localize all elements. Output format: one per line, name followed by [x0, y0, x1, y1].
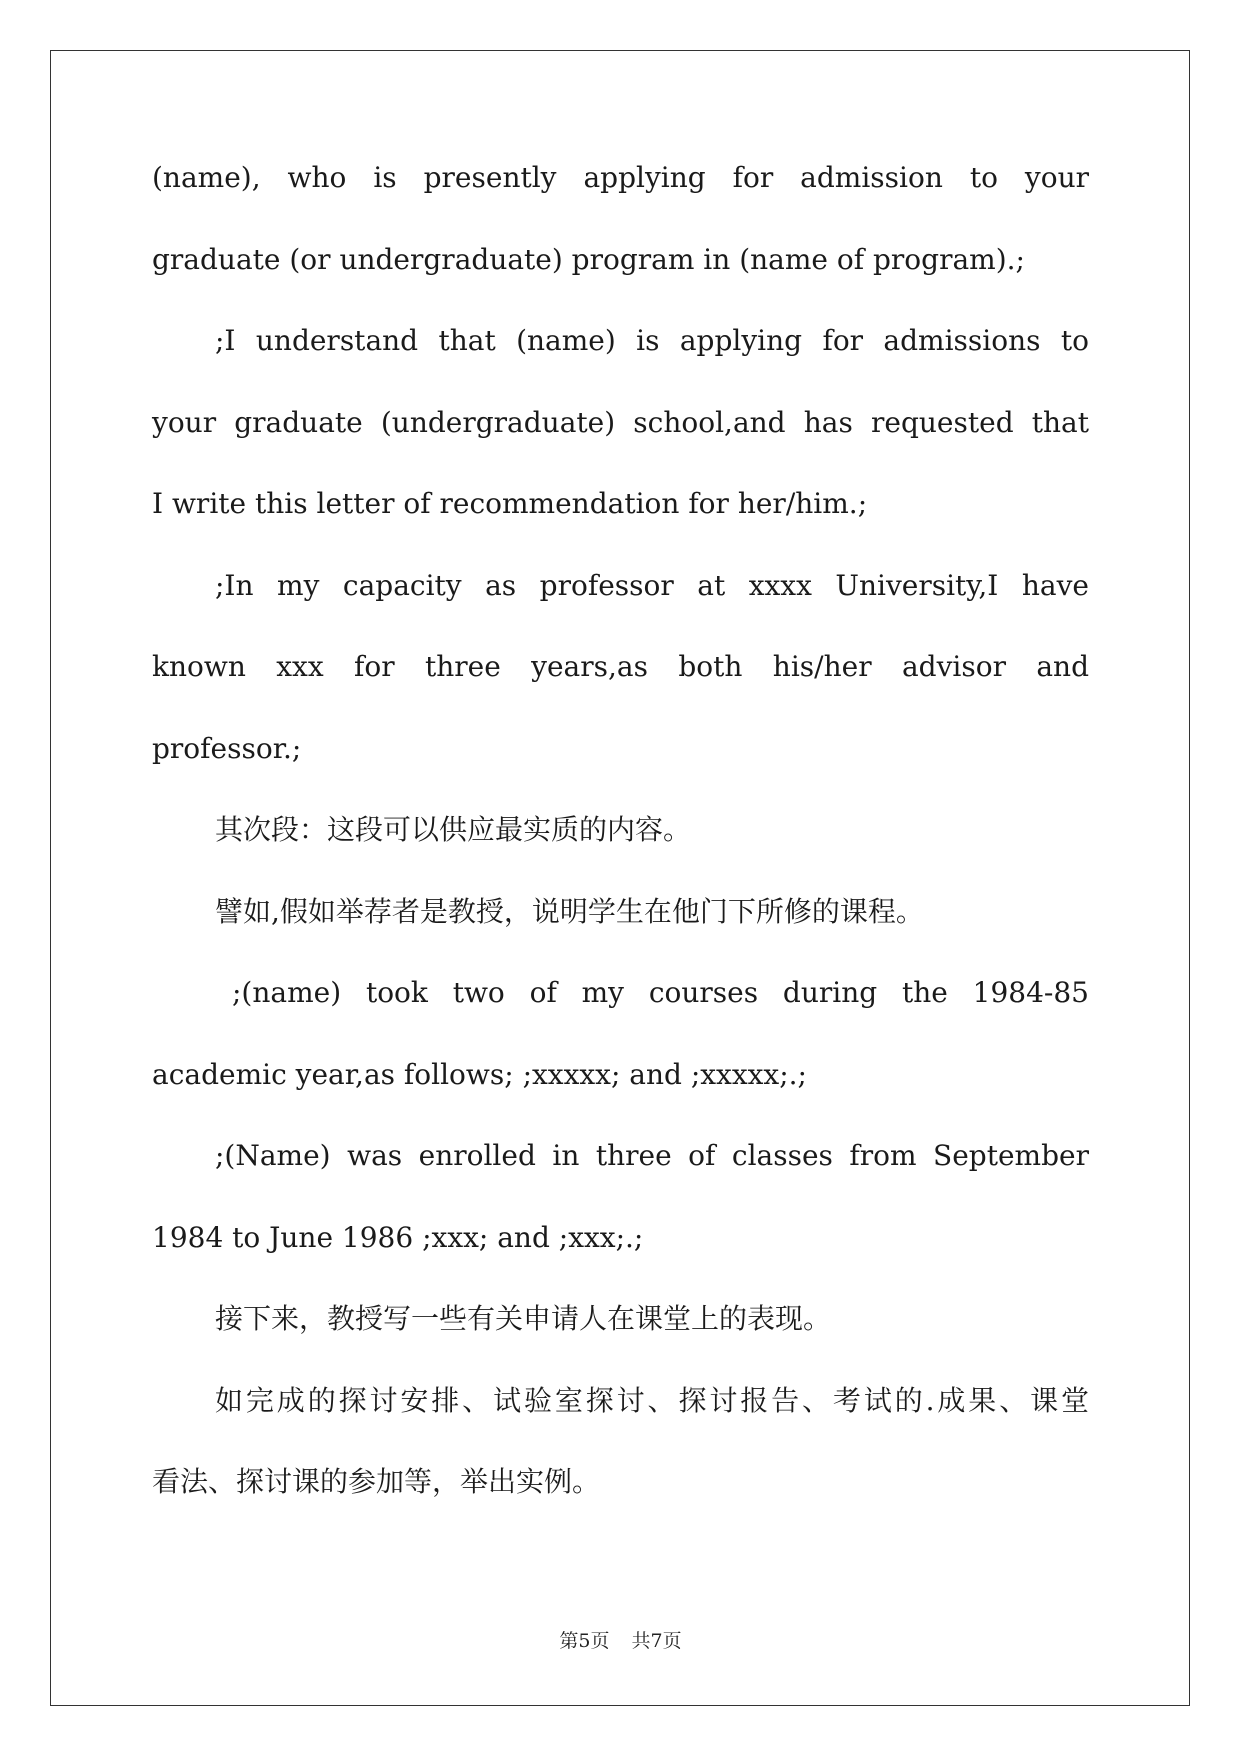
- text-line: 如完成的探讨安排、试验室探讨、探讨报告、考试的.成果、课堂: [215, 1383, 1089, 1417]
- text-line: 看法、探讨课的参加等，举出实例。: [152, 1465, 601, 1498]
- text-line: 譬如,假如举荐者是教授，说明学生在他门下所修的课程。: [215, 894, 924, 928]
- text-line: 1984 to June 1986 ;xxx; and ;xxx;.;: [152, 1220, 644, 1254]
- page-number: 第5页: [559, 1630, 610, 1652]
- text-line: (name), who is presently applying for admission to your: [152, 161, 1089, 194]
- page-footer: [0, 1626, 1241, 1653]
- text-line: ;In my capacity as professor at xxxx University,I have: [215, 568, 1089, 602]
- text-line: professor.;: [152, 731, 302, 765]
- text-line: graduate (or undergraduate) program in (name of program).;: [152, 242, 1025, 276]
- page-total: 共7页: [631, 1630, 682, 1652]
- text-line: 其次段：这段可以供应最实质的内容。: [215, 813, 692, 846]
- text-line: ;(name) took two of my courses during the 1984-85: [232, 976, 1089, 1009]
- text-line: I write this letter of recommendation for her/him.;: [152, 487, 868, 520]
- document-body: [152, 158, 1089, 1544]
- text-line: academic year,as follows; ;xxxxx; and ;xxxxx;.;: [152, 1057, 807, 1091]
- text-line: your graduate (undergraduate) school,and has requested that: [152, 405, 1089, 439]
- text-line: 接下来，教授写一些有关申请人在课堂上的表现。: [215, 1302, 832, 1335]
- text-line: ;(Name) was enrolled in three of classes from September: [215, 1139, 1089, 1172]
- text-line: known xxx for three years,as both his/her advisor and: [152, 650, 1089, 683]
- text-line: ;I understand that (name) is applying for admissions to: [215, 324, 1089, 357]
